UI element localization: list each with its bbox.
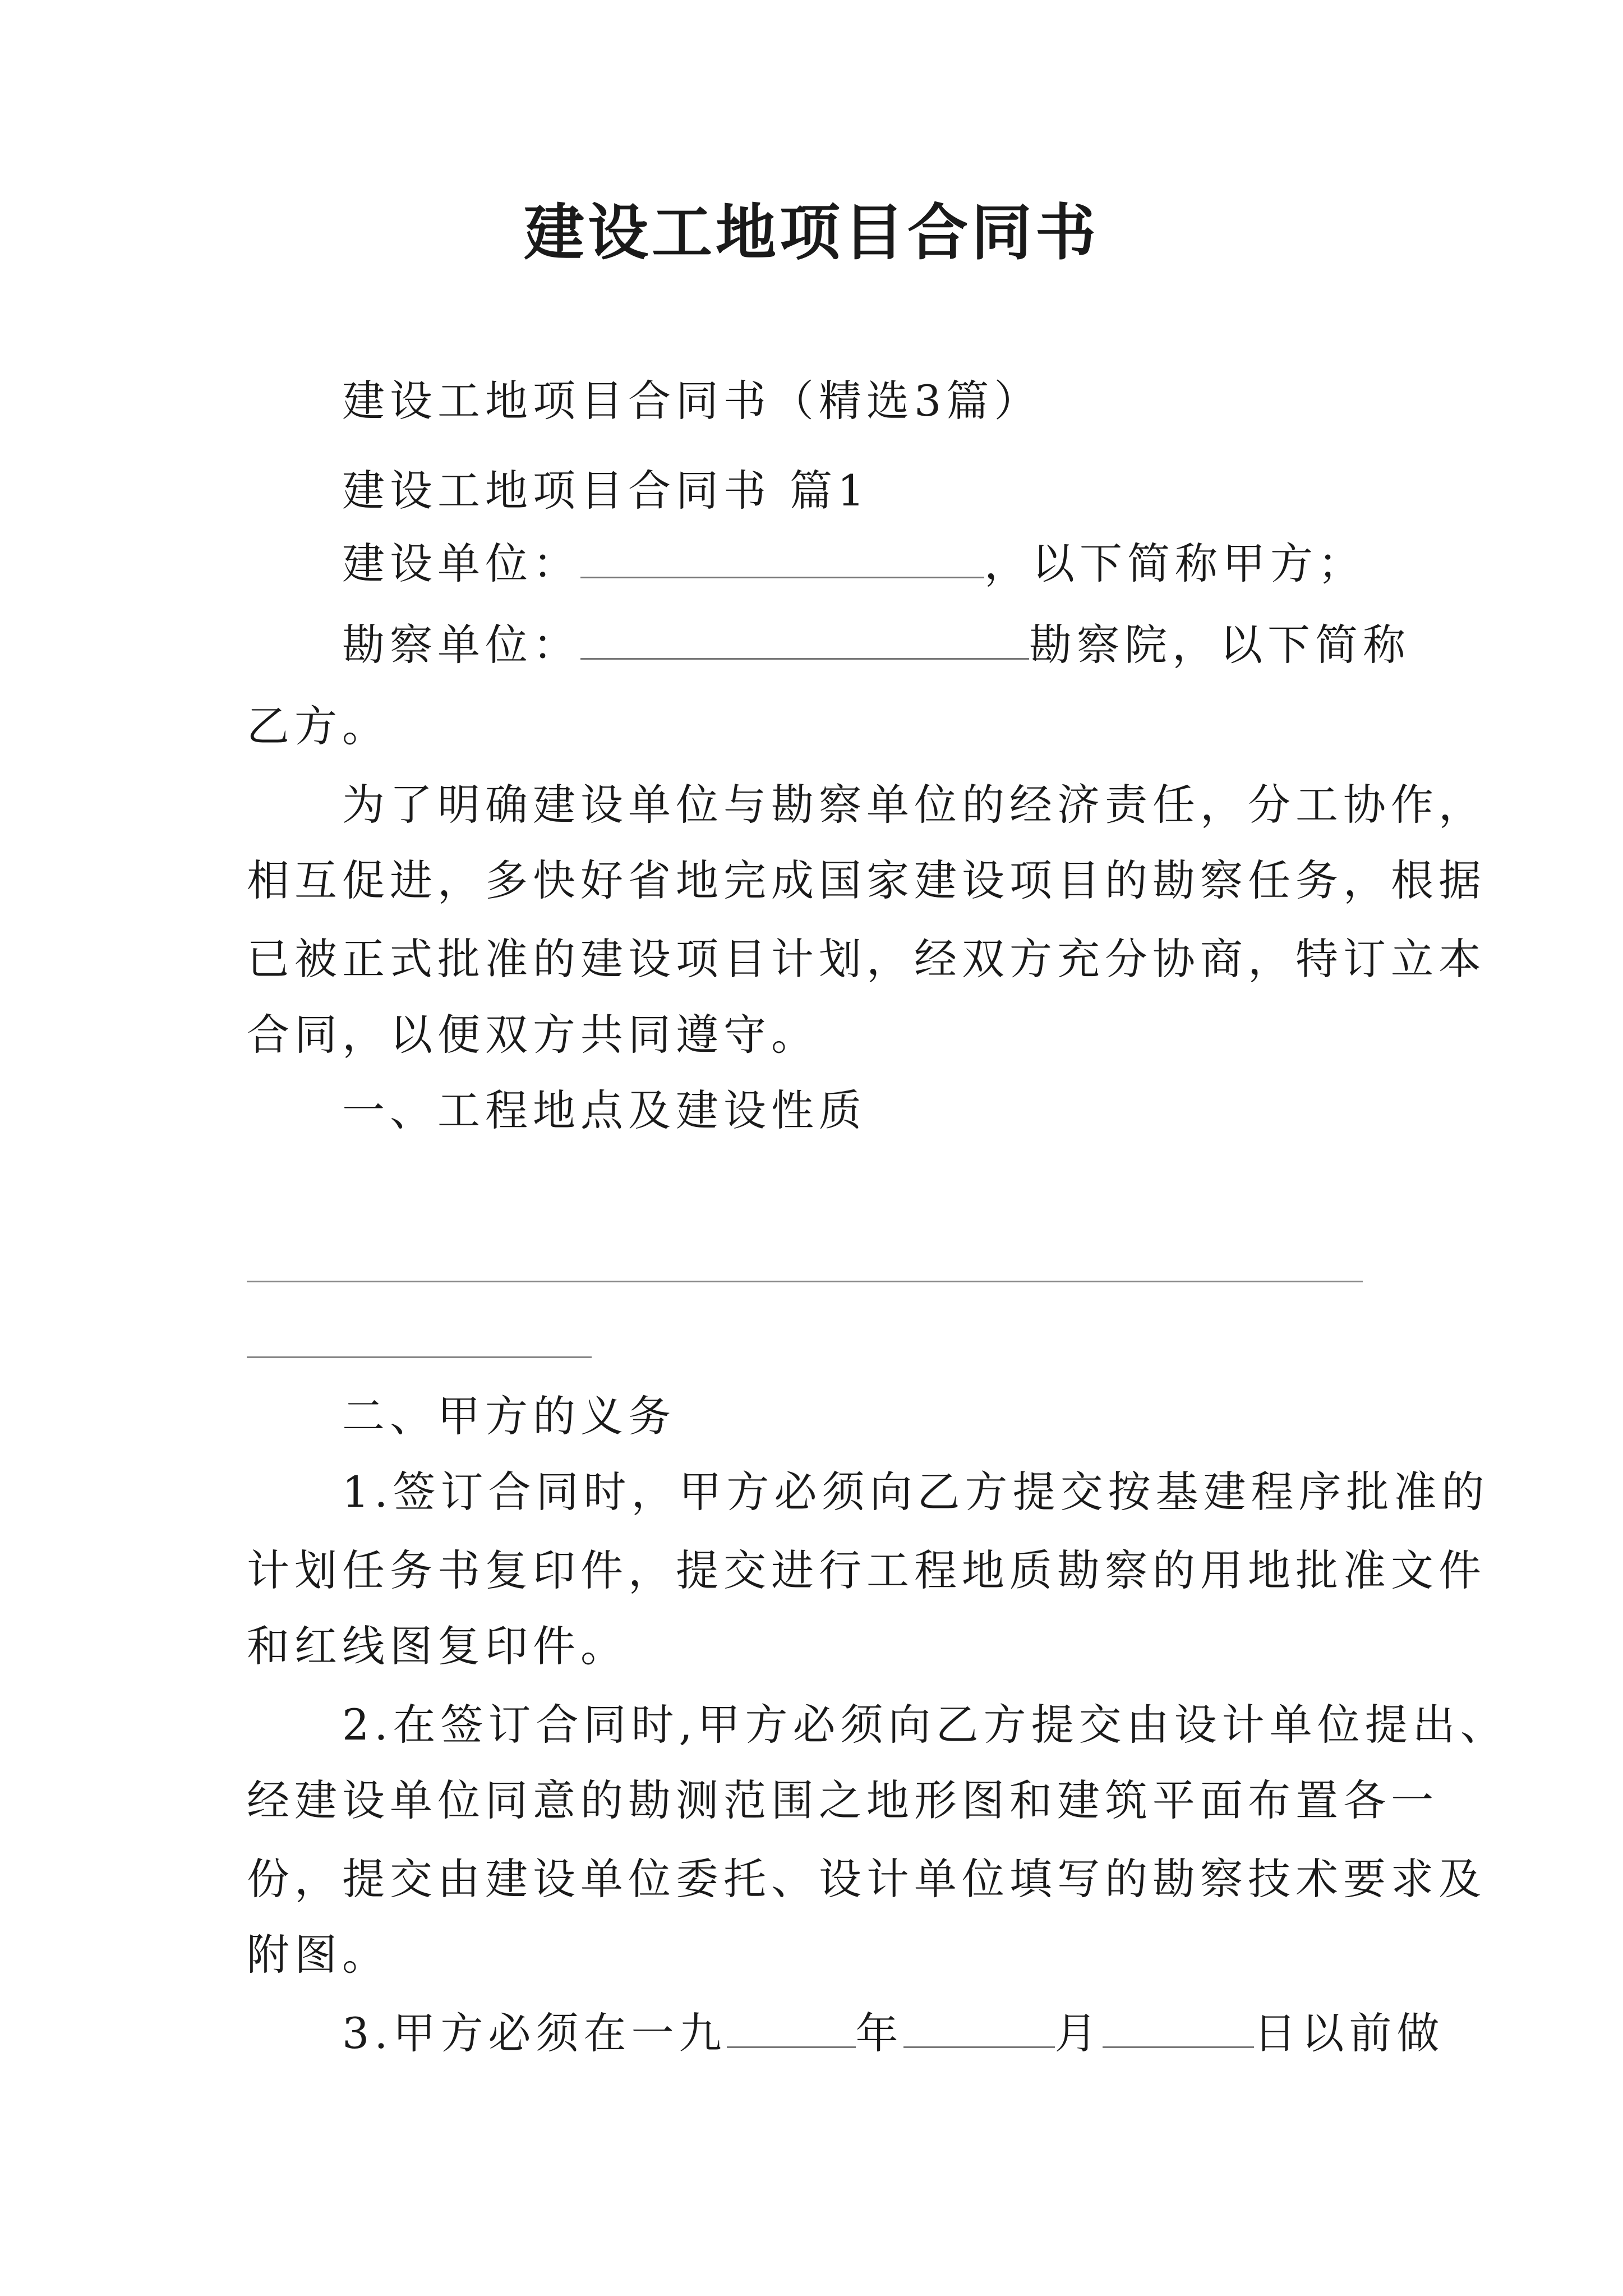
item-2-line: 经建设单位同意的勘测范围之地形图和建筑平面布置各一 xyxy=(247,1775,1438,1825)
surveyor-blank xyxy=(580,622,1029,660)
item-2-line: 附图。 xyxy=(247,1930,390,1980)
day-blank xyxy=(1103,2010,1254,2048)
year-blank xyxy=(727,2010,856,2048)
item-1-line: 计划任务书复印件，提交进行工程地质勘察的用地批准文件 xyxy=(247,1545,1486,1595)
surveyor-suffix: 勘察院，以下简称 xyxy=(1029,620,1410,670)
section-one-heading: 一、工程地点及建设性质 xyxy=(342,1085,866,1135)
month-blank xyxy=(903,2010,1055,2048)
item-3-line xyxy=(342,2003,1445,2064)
item-1-line: 和红线图复印件。 xyxy=(247,1621,628,1671)
item-3-day: 日以前做 xyxy=(1253,2008,1445,2058)
item-3-prefix: 3.甲方必须在一九 xyxy=(342,2008,727,2058)
chapter-heading: 建设工地项目合同书 篇1 xyxy=(342,466,870,516)
item-3-year: 年 xyxy=(855,2008,903,2058)
section-two-heading: 二、甲方的义务 xyxy=(342,1391,676,1441)
fill-in-rule xyxy=(247,1281,1363,1282)
fill-in-rule xyxy=(247,1356,592,1358)
intro-line: 已被正式批准的建设项目计划，经双方充分协商，特订立本 xyxy=(247,934,1486,984)
intro-line: 合同，以便双方共同遵守。 xyxy=(247,1010,819,1060)
intro-line: 相互促进，多快好省地完成国家建设项目的勘察任务，根据 xyxy=(247,855,1486,905)
item-2-line: 份，提交由建设单位委托、设计单位填写的勘察技术要求及 xyxy=(247,1854,1486,1904)
builder-line xyxy=(342,533,1385,595)
builder-suffix: ，以下简称甲方； xyxy=(984,539,1366,588)
surveyor-line xyxy=(342,614,1410,676)
item-1-line: 1.签订合同时，甲方必须向乙方提交按基建程序批准的 xyxy=(342,1467,1490,1517)
subtitle: 建设工地项目合同书（精选3篇） xyxy=(342,376,1042,426)
item-2-line: 2.在签订合同时,甲方必须向乙方提交由设计单位提出、 xyxy=(342,1700,1508,1750)
surveyor-continuation: 乙方。 xyxy=(247,701,390,751)
item-3-month: 月 xyxy=(1054,2008,1103,2058)
intro-line: 为了明确建设单位与勘察单位的经济责任，分工协作， xyxy=(342,780,1486,830)
document-title: 建设工地项目合同书 xyxy=(523,197,1099,268)
builder-blank xyxy=(580,541,984,578)
builder-label: 建设单位： xyxy=(342,539,580,588)
surveyor-label: 勘察单位： xyxy=(342,620,580,670)
